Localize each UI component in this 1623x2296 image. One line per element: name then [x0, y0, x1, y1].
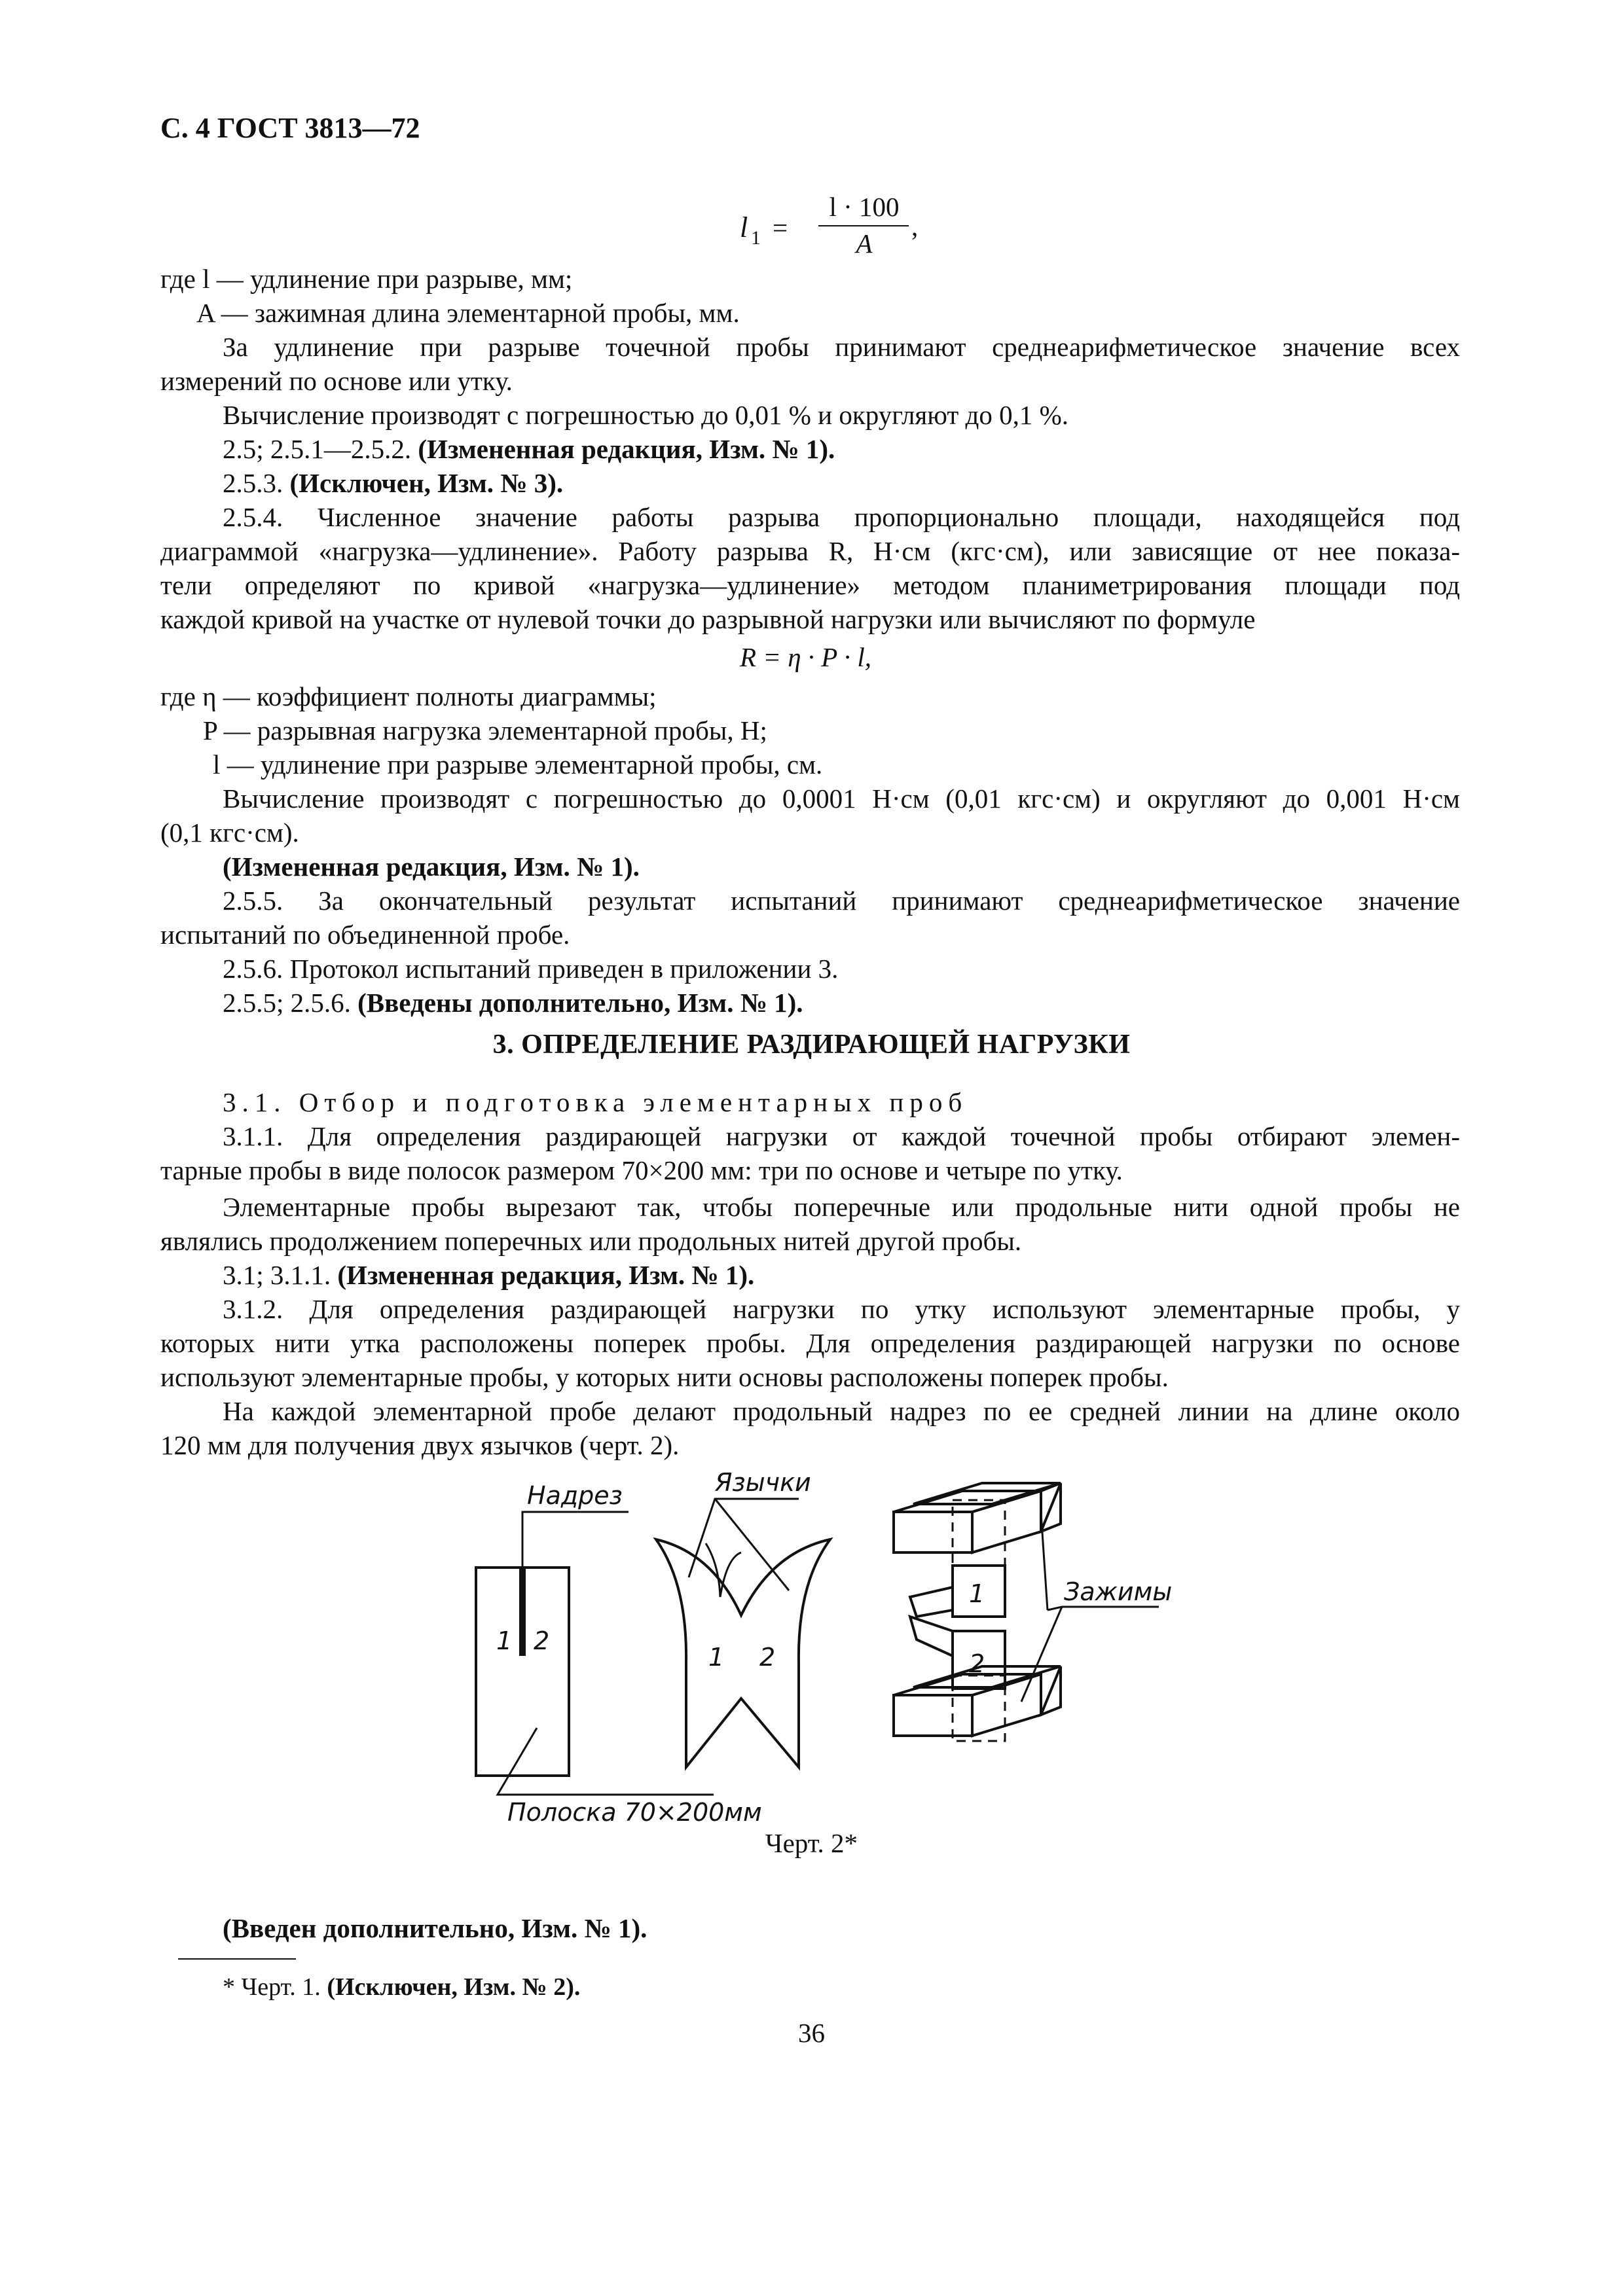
clamps-leader-baseline: [1048, 1607, 1159, 1610]
amendment-note: (Введен дополнительно, Изм. № 1).: [223, 1913, 647, 1943]
ref-numbers: 2.5; 2.5.1—2.5.2.: [223, 434, 412, 464]
cut-leader-line: [522, 1512, 629, 1568]
subsection-heading: 3.1. Отбор и подготовка элементарных проб: [223, 1087, 968, 1117]
text-line: За удлинение при разрыве точечной пробы принимают среднеарифметическое значение всех: [223, 332, 1460, 362]
label-strip: Полоска 70×200мм: [507, 1798, 762, 1827]
text-line: диаграммой «нагрузка—удлинение». Работу разрыва R, Н·см (кгс·см), или зависящие от нее показа-: [160, 536, 1460, 566]
amendment-note: (Измененная редакция, Изм. № 1).: [418, 434, 835, 464]
split-specimen-outline: [656, 1539, 830, 1767]
formula-lhs-sub: 1: [751, 227, 761, 249]
clamp-num-2: 2: [969, 1649, 985, 1678]
lower-clamp-front-a: [894, 1695, 972, 1736]
text-line: где η — коэффициент полноты диаграммы;: [160, 681, 657, 711]
label-clamps: Зажимы: [1064, 1577, 1173, 1606]
tongues-leader-line-2: [715, 1499, 789, 1590]
formula-work: R = η · P · l,: [740, 642, 871, 672]
formula-lhs: l: [740, 211, 748, 243]
split-num-2: 2: [759, 1643, 776, 1672]
ref-numbers: 2.5.3.: [223, 468, 283, 498]
running-header: С. 4 ГОСТ 3813—72: [160, 112, 420, 144]
split-num-1: 1: [708, 1643, 725, 1672]
text-line: На каждой элементарной пробе делают продольный надрез по ее средней линии на длине около: [223, 1396, 1460, 1426]
clamps-leader-line-1: [1041, 1513, 1048, 1610]
upper-clamp-front-a: [894, 1512, 972, 1552]
ref-numbers: 3.1; 3.1.1.: [223, 1260, 331, 1290]
formula-tail: ,: [911, 211, 919, 242]
label-tongues: Язычки: [715, 1468, 811, 1497]
amendment-note: (Исключен, Изм. № 3).: [289, 468, 564, 498]
formula-numerator: l · 100: [829, 192, 900, 222]
text-line: каждой кривой на участке от нулевой точки до разрывной нагрузки или вычисляют по формуле: [160, 604, 1256, 634]
formula-denominator: A: [856, 228, 873, 259]
formula-eq: =: [773, 213, 788, 243]
text-line: тарные пробы в виде полосок размером 70×200 мм: три по основе и четыре по утку.: [160, 1155, 1123, 1185]
text-line: Элементарные пробы вырезают так, чтобы поперечные или продольные нити одной пробы не: [223, 1192, 1460, 1222]
text-line: A — зажимная длина элементарной пробы, мм.: [196, 298, 740, 328]
text-line: (0,1 кгс·см).: [160, 817, 299, 848]
text-line: Вычисление производят с погрешностью до 0,0001 Н·см (0,01 кгс·см) и округляют до 0,001 Н·см: [223, 783, 1460, 814]
text-line: 120 мм для получения двух язычков (черт. 2).: [160, 1430, 680, 1460]
tongue-2-flap: [910, 1617, 953, 1656]
text-line: 2.5.4. Численное значение работы разрыва пропорционально площади, находящейся под: [223, 502, 1460, 532]
text-line: которых нити утка расположены поперек пробы. Для определения раздирающей нагрузки по основе: [160, 1328, 1460, 1358]
text-line: 3.1.1. Для определения раздирающей нагрузки от каждой точечной пробы отбирают элемен-: [223, 1121, 1460, 1151]
figure-caption: Черт. 2*: [765, 1828, 858, 1858]
text-line: используют элементарные пробы, у которых нити основы расположены поперек пробы.: [160, 1362, 1169, 1392]
footnote-ref: * Черт. 1.: [223, 1973, 321, 2001]
tongue-1-flap: [910, 1587, 953, 1617]
upper-clamp-top-a: [894, 1491, 1041, 1512]
footnote: [223, 1970, 580, 2004]
text-line: l — удлинение при разрыве элементарной пробы, см.: [213, 749, 823, 780]
section-heading: 3. ОПРЕДЕЛЕНИЕ РАЗДИРАЮЩЕЙ НАГРУЗКИ: [492, 1030, 1131, 1060]
text-line: Вычисление производят с погрешностью до 0,01 % и округляют до 0,1 %.: [223, 400, 1069, 430]
text-line: 2.5.6. Протокол испытаний приведен в приложении 3.: [223, 954, 839, 984]
page-number: 36: [798, 2018, 825, 2048]
footnote-rule: [178, 1958, 296, 1960]
text-line: где l — удлинение при разрыве, мм;: [160, 264, 573, 294]
clamp-num-1: 1: [969, 1579, 985, 1608]
text-line: испытаний по объединенной пробе.: [160, 920, 570, 950]
text-line: измерений по основе или утку.: [160, 366, 513, 396]
strip-num-1: 1: [496, 1626, 513, 1655]
amendment-note: (Измененная редакция, Изм. № 1).: [223, 852, 640, 882]
lower-clamp-side-b: [1041, 1666, 1061, 1715]
text-line: 3.1.2. Для определения раздирающей нагрузки по утку используют элементарные пробы, у: [223, 1294, 1460, 1324]
text-line: 2.5.5. За окончательный результат испытаний принимают среднеарифметическое значение: [223, 886, 1460, 916]
strip-leader-line: [498, 1728, 714, 1795]
text-line: P — разрывная нагрузка элементарной пробы, Н;: [203, 715, 767, 745]
amendment-note: (Введены дополнительно, Изм. № 1).: [357, 988, 803, 1018]
label-cut: Надрез: [527, 1481, 623, 1510]
ref-numbers: 2.5.5; 2.5.6.: [223, 988, 351, 1018]
amendment-note: (Измененная редакция, Изм. № 1).: [337, 1260, 755, 1290]
footnote-amendment: (Исключен, Изм. № 2).: [327, 1973, 581, 2001]
strip-num-2: 2: [534, 1626, 550, 1655]
text-line: тели определяют по кривой «нагрузка—удлинение» методом планиметрирования площади под: [160, 570, 1460, 600]
text-line: являлись продолжением поперечных или продольных нитей другой пробы.: [160, 1226, 1022, 1256]
